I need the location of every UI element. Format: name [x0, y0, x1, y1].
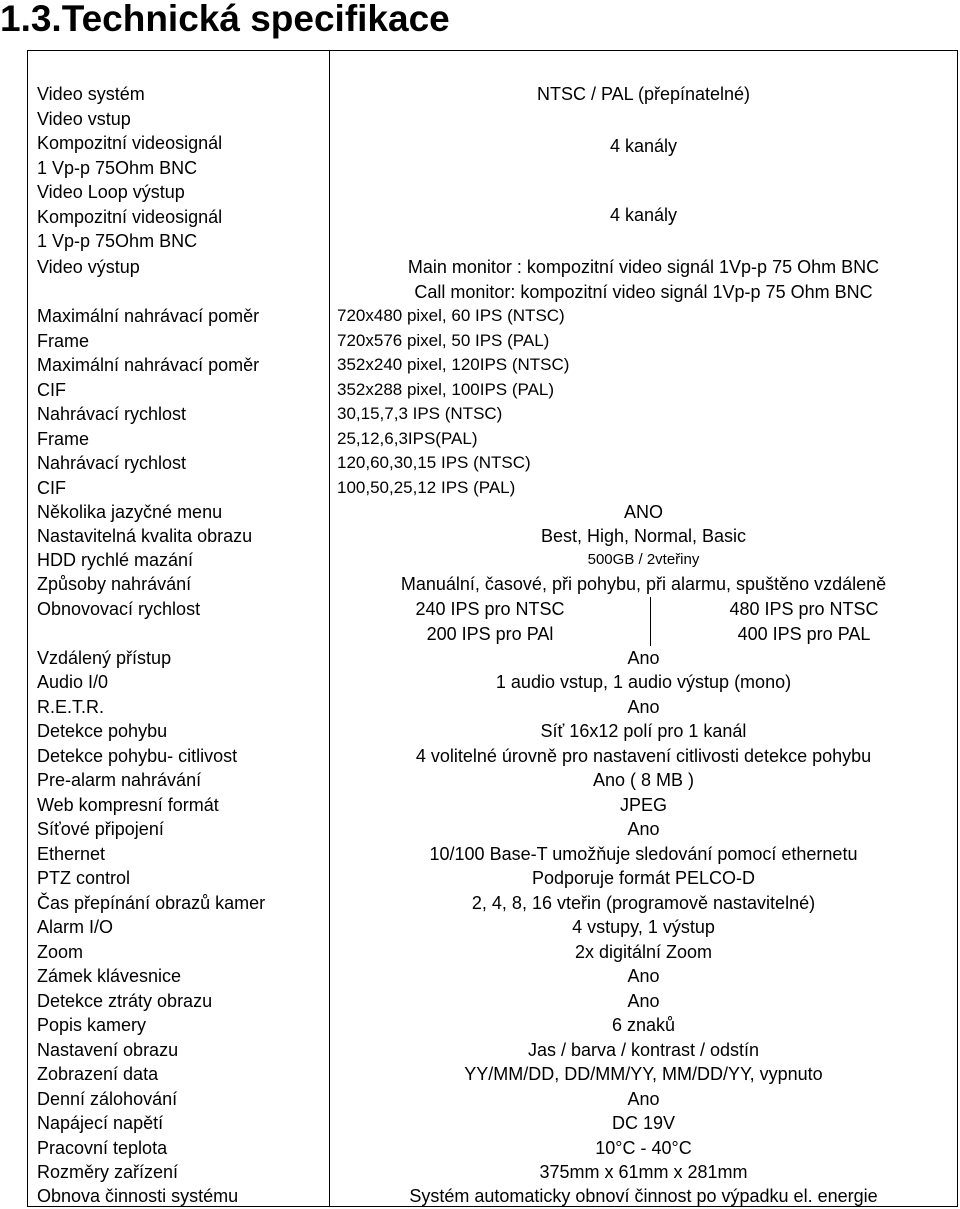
spec-value: Ano [627, 819, 660, 839]
spec-value: 4 vstupy, 1 výstup [572, 917, 715, 937]
spec-value: 10/100 Base-T umožňuje sledování pomocí ethernetu [429, 844, 858, 864]
spec-value: Podporuje formát PELCO-D [531, 868, 756, 888]
spec-label: Nastavitelná kvalita obrazu [37, 526, 253, 546]
spec-value: 375mm x 61mm x 281mm [539, 1162, 748, 1182]
spec-label: Video výstup [37, 257, 140, 277]
spec-label: Alarm I/O [37, 917, 114, 937]
spec-value: JPEG [619, 795, 667, 815]
spec-label: Pracovní teplota [37, 1138, 168, 1158]
spec-label: Několika jazyčné menu [37, 502, 223, 522]
spec-value: 352x240 pixel, 120IPS (NTSC) 352x288 pixel, 100IPS (PAL) [337, 355, 570, 399]
spec-label: PTZ control [37, 868, 131, 888]
spec-value: Ano [627, 697, 660, 717]
spec-label: Zobrazení data [37, 1064, 159, 1084]
spec-label: Zoom [37, 942, 84, 962]
spec-value: 500GB / 2vteřiny [587, 551, 700, 568]
spec-value: Best, High, Normal, Basic [540, 526, 747, 546]
spec-label: Rozměry zařízení [37, 1162, 179, 1182]
spec-value: 1 audio vstup, 1 audio výstup (mono) [495, 672, 792, 692]
spec-value: YY/MM/DD, DD/MM/YY, MM/DD/YY, vypnuto [464, 1064, 823, 1084]
spec-label: Napájecí napětí [37, 1113, 164, 1133]
spec-value: 6 znaků [611, 1015, 676, 1035]
spec-label: Video systém Video vstup Kompozitní videosignál 1 Vp-p 75Ohm BNC Video Loop výstup Kompozitní videosignál 1 Vp-p 75Ohm BNC [37, 84, 223, 251]
spec-value: Ano [627, 966, 660, 986]
page-title: 1.3.Technická specifikace [0, 0, 450, 39]
spec-label: Síťové připojení [37, 819, 164, 839]
spec-label: Web kompresní formát [37, 795, 219, 815]
spec-value: DC 19V [611, 1113, 676, 1133]
spec-value: Síť 16x12 polí pro 1 kanál [540, 721, 747, 741]
spec-label: Zámek klávesnice [37, 966, 182, 986]
spec-value-ntsc-pal-low: 240 IPS pro NTSC 200 IPS pro PAl [415, 599, 565, 644]
spec-value: NTSC / PAL (přepínatelné) [536, 84, 751, 104]
spec-label: Detekce pohybu- citlivost [37, 746, 238, 766]
spec-value: Manuální, časové, při pohybu, při alarmu, spuštěno vzdáleně [400, 574, 887, 594]
spec-value: Main monitor : kompozitní video signál 1Vp-p 75 Ohm BNC Call monitor: kompozitní video signál 1Vp-p 75 Ohm BNC [407, 257, 880, 302]
spec-value: 30,15,7,3 IPS (NTSC) 25,12,6,3IPS(PAL) [337, 404, 503, 448]
spec-value: 2x digitální Zoom [574, 942, 713, 962]
spec-value: ANO [623, 502, 663, 522]
spec-value: Ano [627, 991, 660, 1011]
spec-label: Popis kamery [37, 1015, 147, 1035]
spec-label: Obnovovací rychlost [37, 599, 201, 619]
spec-label: Způsoby nahrávání [37, 574, 192, 594]
spec-label: Maximální nahrávací poměr Frame [37, 306, 260, 351]
spec-label: Pre-alarm nahrávání [37, 770, 202, 790]
spec-value: 4 kanály [609, 205, 678, 225]
spec-label: Audio I/0 [37, 672, 109, 692]
spec-label: Ethernet [37, 844, 106, 864]
spec-value: Jas / barva / kontrast / odstín [527, 1040, 760, 1060]
spec-label: Nahrávací rychlost CIF [37, 453, 187, 498]
spec-value: Ano [627, 648, 660, 668]
spec-label: HDD rychlé mazání [37, 550, 194, 570]
spec-label: Nahrávací rychlost Frame [37, 404, 187, 449]
spec-value: 720x480 pixel, 60 IPS (NTSC) 720x576 pixel, 50 IPS (PAL) [337, 306, 565, 350]
spec-label: Nastavení obrazu [37, 1040, 179, 1060]
spec-value: 2, 4, 8, 16 vteřin (programově nastavitelné) [471, 893, 816, 913]
spec-value: 10°C - 40°C [595, 1138, 692, 1158]
spec-label: Denní zálohování [37, 1089, 178, 1109]
spec-label: Obnova činnosti systému [37, 1186, 239, 1206]
spec-value: 4 kanály [609, 136, 678, 156]
spec-value: Ano [627, 1089, 660, 1109]
spec-label: Čas přepínání obrazů kamer [37, 893, 266, 913]
spec-label: Vzdálený přístup [37, 648, 172, 668]
spec-table [27, 50, 958, 1207]
spec-label: Detekce pohybu [37, 721, 168, 741]
spec-value: Ano ( 8 MB ) [592, 770, 695, 790]
spec-value: Systém automaticky obnoví činnost po výpadku el. energie [409, 1186, 878, 1206]
spec-label: Maximální nahrávací poměr CIF [37, 355, 260, 400]
spec-value: 120,60,30,15 IPS (NTSC) 100,50,25,12 IPS (PAL) [337, 453, 531, 497]
spec-value-ntsc-pal-high: 480 IPS pro NTSC 400 IPS pro PAL [650, 597, 957, 646]
spec-label: R.E.T.R. [37, 697, 105, 717]
spec-value: 4 volitelné úrovně pro nastavení citlivosti detekce pohybu [415, 746, 872, 766]
spec-label: Detekce ztráty obrazu [37, 991, 213, 1011]
